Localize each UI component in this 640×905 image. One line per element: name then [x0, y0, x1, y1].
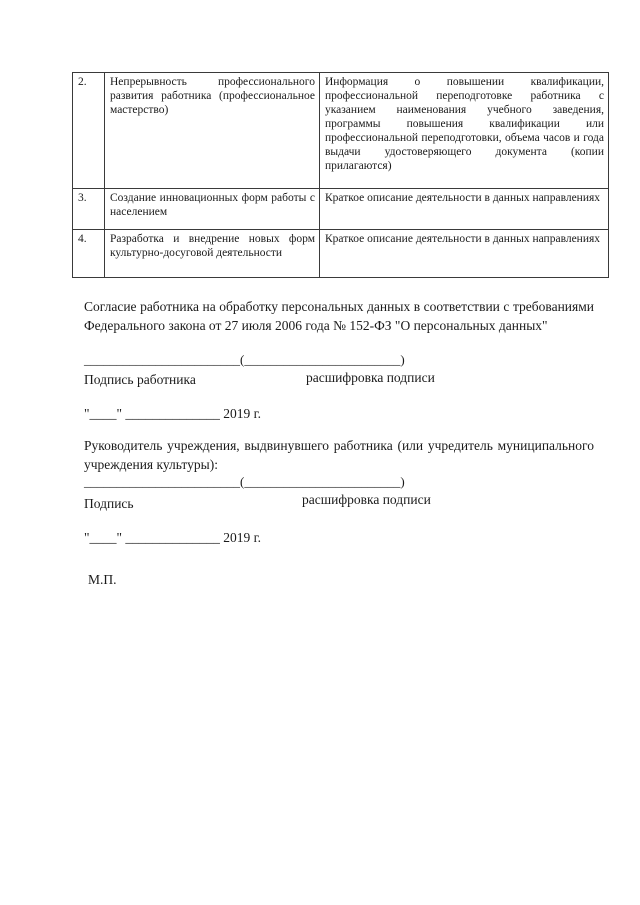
criterion-info: Краткое описание деятельности в данных направлениях: [320, 230, 609, 278]
row-number: 4.: [73, 230, 105, 278]
row-number: 2.: [73, 73, 105, 189]
consent-text: Согласие работника на обработку персональных данных в соответствии с требованиями Федерального закона от 27 июля 2006 года № 152-ФЗ "О персональных данных": [84, 299, 594, 333]
criteria-table: [72, 72, 609, 278]
criterion-name: Создание инновационных форм работы с населением: [105, 189, 320, 230]
manager-signature-label: Подпись: [84, 496, 134, 511]
criterion-info: Информация о повышении квалификации, профессиональной переподготовке работника с указанием наименования учебного заведения, программы повышения квалификации или профессиональной переподготовки, объема часов и года выдачи удостоверяющего документа (копии прилагаются): [320, 73, 609, 189]
table-row: [73, 189, 609, 230]
manager-date-line: "____" ______________ 2019 г.: [84, 530, 262, 545]
table-row: [73, 73, 609, 189]
employee-signature-line: ________________________(________________________): [84, 352, 405, 367]
row-number: 3.: [73, 189, 105, 230]
employee-decode-label: расшифровка подписи: [306, 370, 435, 385]
table-row: [73, 230, 609, 278]
manager-decode-label: расшифровка подписи: [302, 492, 431, 507]
employee-date-line: "____" ______________ 2019 г.: [84, 406, 262, 421]
manager-signature-line: ________________________(________________________): [84, 474, 405, 489]
criterion-name: Разработка и внедрение новых форм культурно-досуговой деятельности: [105, 230, 320, 278]
criterion-name: Непрерывность профессионального развития работника (профессиональное мастерство): [105, 73, 320, 189]
employee-signature-label: Подпись работника: [84, 372, 196, 387]
criterion-info: Краткое описание деятельности в данных направлениях: [320, 189, 609, 230]
stamp-place: М.П.: [88, 572, 117, 587]
manager-text: Руководитель учреждения, выдвинувшего работника (или учредитель муниципального учреждения культуры):: [84, 438, 594, 472]
